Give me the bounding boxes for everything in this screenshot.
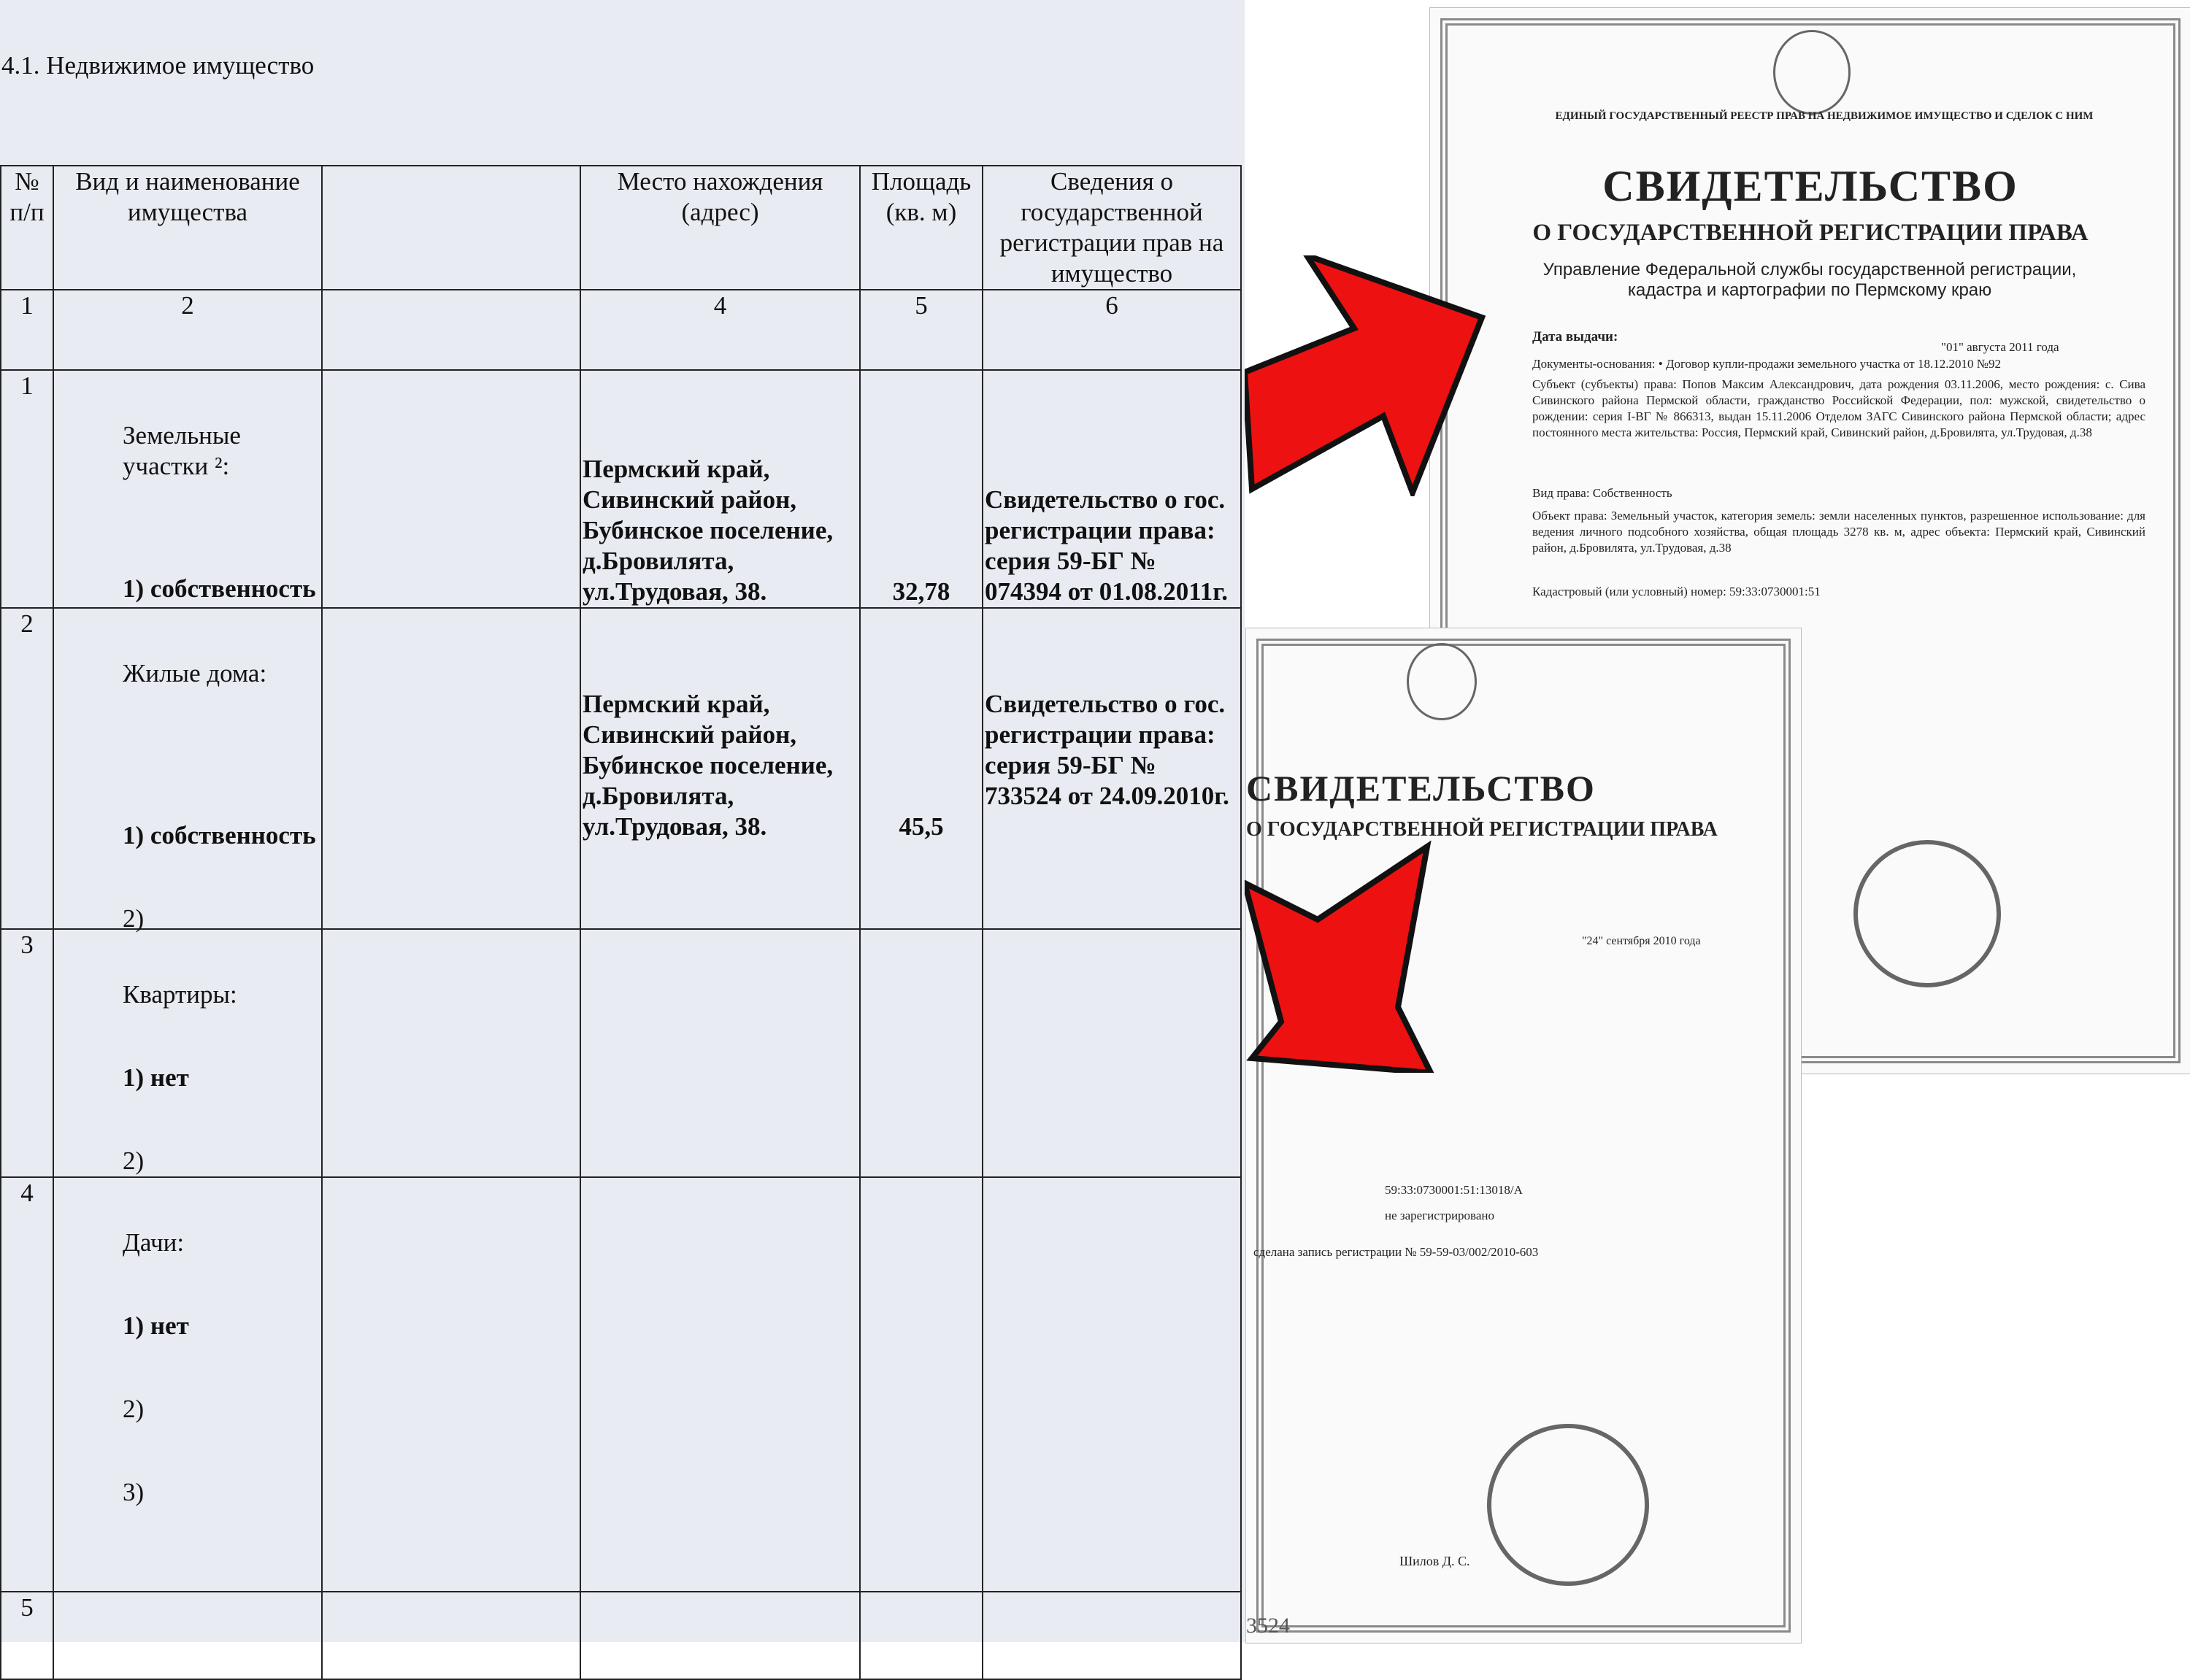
registry-record: сделана запись регистрации № 59-59-03/002/2010-603 <box>1253 1245 1539 1259</box>
empty-cell <box>983 929 1241 1177</box>
registration-cell: Свидетельство о гос. регистрации права: серия 59-БГ № 074394 от 01.08.2011г. <box>983 370 1241 608</box>
empty-cell <box>580 1592 860 1679</box>
arrow-shape <box>1245 847 1431 1073</box>
table-row <box>1 1592 1241 1679</box>
coat-of-arms-emblem <box>1773 30 1851 115</box>
address-cell <box>580 608 860 929</box>
header-cell: Сведения о государственной регистрации прав на имущество <box>983 166 1241 290</box>
coat-of-arms-emblem <box>1407 643 1477 720</box>
seal-stamp <box>1487 1424 1649 1586</box>
arrow-up-right-icon <box>1245 255 1486 496</box>
header-cell: Место нахождения (адрес) <box>580 166 860 290</box>
area-text: 45,5 <box>899 812 944 841</box>
column-number-row <box>1 290 1241 370</box>
address-cell: Пермский край, Сивинский район, Бубинское поселение, д.Бровилята, ул.Трудовая, 38. <box>580 370 860 608</box>
certificate-title: СВИДЕТЕЛЬСТВО <box>1602 162 2018 210</box>
category-cell <box>53 929 322 1177</box>
arrow-shape <box>1245 255 1482 493</box>
empty-cell <box>983 1177 1241 1592</box>
cadastral-number: Кадастровый (или условный) номер: 59:33:0730001:51 <box>1532 585 1821 598</box>
column-number: 5 <box>860 290 983 370</box>
area-cell: 32,78 <box>860 370 983 608</box>
category-cell <box>53 1177 322 1592</box>
row-number: 5 <box>1 1592 53 1679</box>
column-number: 4 <box>580 290 860 370</box>
section-heading: 4.1. Недвижимое имущество <box>1 51 315 80</box>
agency-name: Управление Федеральной службы государственной регистрации, кадастра и картографии по Пермскому краю <box>1542 260 2077 300</box>
item-label: 1) собственность <box>123 574 316 603</box>
issue-date: "24" сентября 2010 года <box>1582 935 1701 947</box>
empty-cell <box>53 1592 322 1679</box>
signer-name: Шилов Д. С. <box>1399 1554 1470 1568</box>
empty-cell <box>322 370 580 608</box>
subject-text: Субъект (субъекты) права: Попов Максим Александрович, дата рождения 03.11.2006, место рождения: с. Сива Сивинского района Пермской области, гражданство Российской Федерации, пол: мужской, свидетельство о рождении: серия I-ВГ № 866313, выдан 15.11.2006 Отделом ЗАГС Сивинского района Пермской области; адрес постоянного места жительства: Россия, Пермский край, Сивинский район, д.Бровилята, ул.Трудовая, д.38 <box>1532 377 2145 439</box>
table-row <box>1 929 1241 1177</box>
arrow-down-right-icon <box>1245 839 1434 1073</box>
serial-number: 3524 <box>1246 1614 1290 1638</box>
category-label: Дачи: <box>123 1228 185 1257</box>
column-number: 2 <box>53 290 322 370</box>
category-label: Квартиры: <box>123 980 237 1009</box>
column-number: 6 <box>983 290 1241 370</box>
item-label: 3) <box>123 1478 145 1506</box>
header-cell <box>322 166 580 290</box>
empty-cell <box>860 1592 983 1679</box>
item-label: 2) <box>123 1395 145 1423</box>
registration-cell <box>983 608 1241 929</box>
empty-cell <box>983 1592 1241 1679</box>
item-label: 2) <box>123 904 145 933</box>
category-cell <box>53 608 322 933</box>
item-label: 1) нет <box>123 1311 189 1340</box>
area-cell <box>860 608 983 929</box>
registration-text: Свидетельство о гос. регистрации права: серия 59-БГ № 733524 от 24.09.2010г. <box>985 690 1229 810</box>
object-text: Объект права: Земельный участок, категория земель: земли населенных пунктов, разрешенное использование: для ведения личного подсобного хозяйства, общая площадь 3278 кв. м, адрес объекта: Пермский край, Сивинский район, д.Бровилята, ул.Трудовая, д.38 <box>1532 509 2145 555</box>
right-type: Вид права: Собственность <box>1532 486 1672 500</box>
empty-cell <box>322 1592 580 1679</box>
certificate-subtitle: О ГОСУДАРСТВЕННОЙ РЕГИСТРАЦИИ ПРАВА <box>1532 220 2089 246</box>
registry-banner: ЕДИНЫЙ ГОСУДАРСТВЕННЫЙ РЕЕСТР ПРАВ НА НЕДВИЖИМОЕ ИМУЩЕСТВО И СДЕЛОК С НИМ <box>1555 110 2094 122</box>
column-number: 1 <box>1 290 53 370</box>
row-number: 2 <box>1 608 53 929</box>
basis-documents: Документы-основания: • Договор купли-продажи земельного участка от 18.12.2010 №92 <box>1532 357 2001 371</box>
item-label: 1) нет <box>123 1063 189 1092</box>
empty-cell <box>322 1177 580 1592</box>
property-table <box>0 165 1242 1680</box>
category-cell <box>53 370 322 608</box>
header-cell: Площадь (кв. м) <box>860 166 983 290</box>
item-label: 2) <box>123 1147 145 1175</box>
table-row <box>1 1177 1241 1592</box>
row-number: 1 <box>1 370 53 608</box>
empty-cell <box>860 929 983 1177</box>
header-cell: Вид и наименование имущества <box>53 166 322 290</box>
certificate-scan-bottom <box>1245 628 1802 1644</box>
table-row <box>1 608 1241 929</box>
address-text: Пермский край, Сивинский район, Бубинское поселение, д.Бровилята, ул.Трудовая, 38. <box>583 690 834 841</box>
empty-cell <box>322 608 580 929</box>
item-label: 1) собственность <box>123 821 316 849</box>
row-number: 3 <box>1 929 53 1177</box>
category-label: Жилые дома: <box>123 659 267 687</box>
empty-cell <box>580 929 860 1177</box>
header-cell: № п/п <box>1 166 53 290</box>
table-header-row <box>1 166 1241 290</box>
empty-cell <box>322 929 580 1177</box>
table-row <box>1 370 1241 608</box>
seal-stamp <box>1853 840 2001 987</box>
encumbrance: не зарегистрировано <box>1385 1209 1494 1222</box>
column-number <box>322 290 580 370</box>
category-label: Земельные участки ²: <box>123 421 241 480</box>
issue-date-label: Дата выдачи: <box>1532 329 1618 344</box>
empty-cell <box>860 1177 983 1592</box>
certificate-title: СВИДЕТЕЛЬСТВО <box>1246 768 1596 809</box>
cadastral-number: 59:33:0730001:51:13018/А <box>1385 1183 1523 1197</box>
row-number: 4 <box>1 1177 53 1592</box>
empty-cell <box>580 1177 860 1592</box>
certificate-subtitle: О ГОСУДАРСТВЕННОЙ РЕГИСТРАЦИИ ПРАВА <box>1246 818 1718 841</box>
issue-date: "01" августа 2011 года <box>1941 340 2059 354</box>
